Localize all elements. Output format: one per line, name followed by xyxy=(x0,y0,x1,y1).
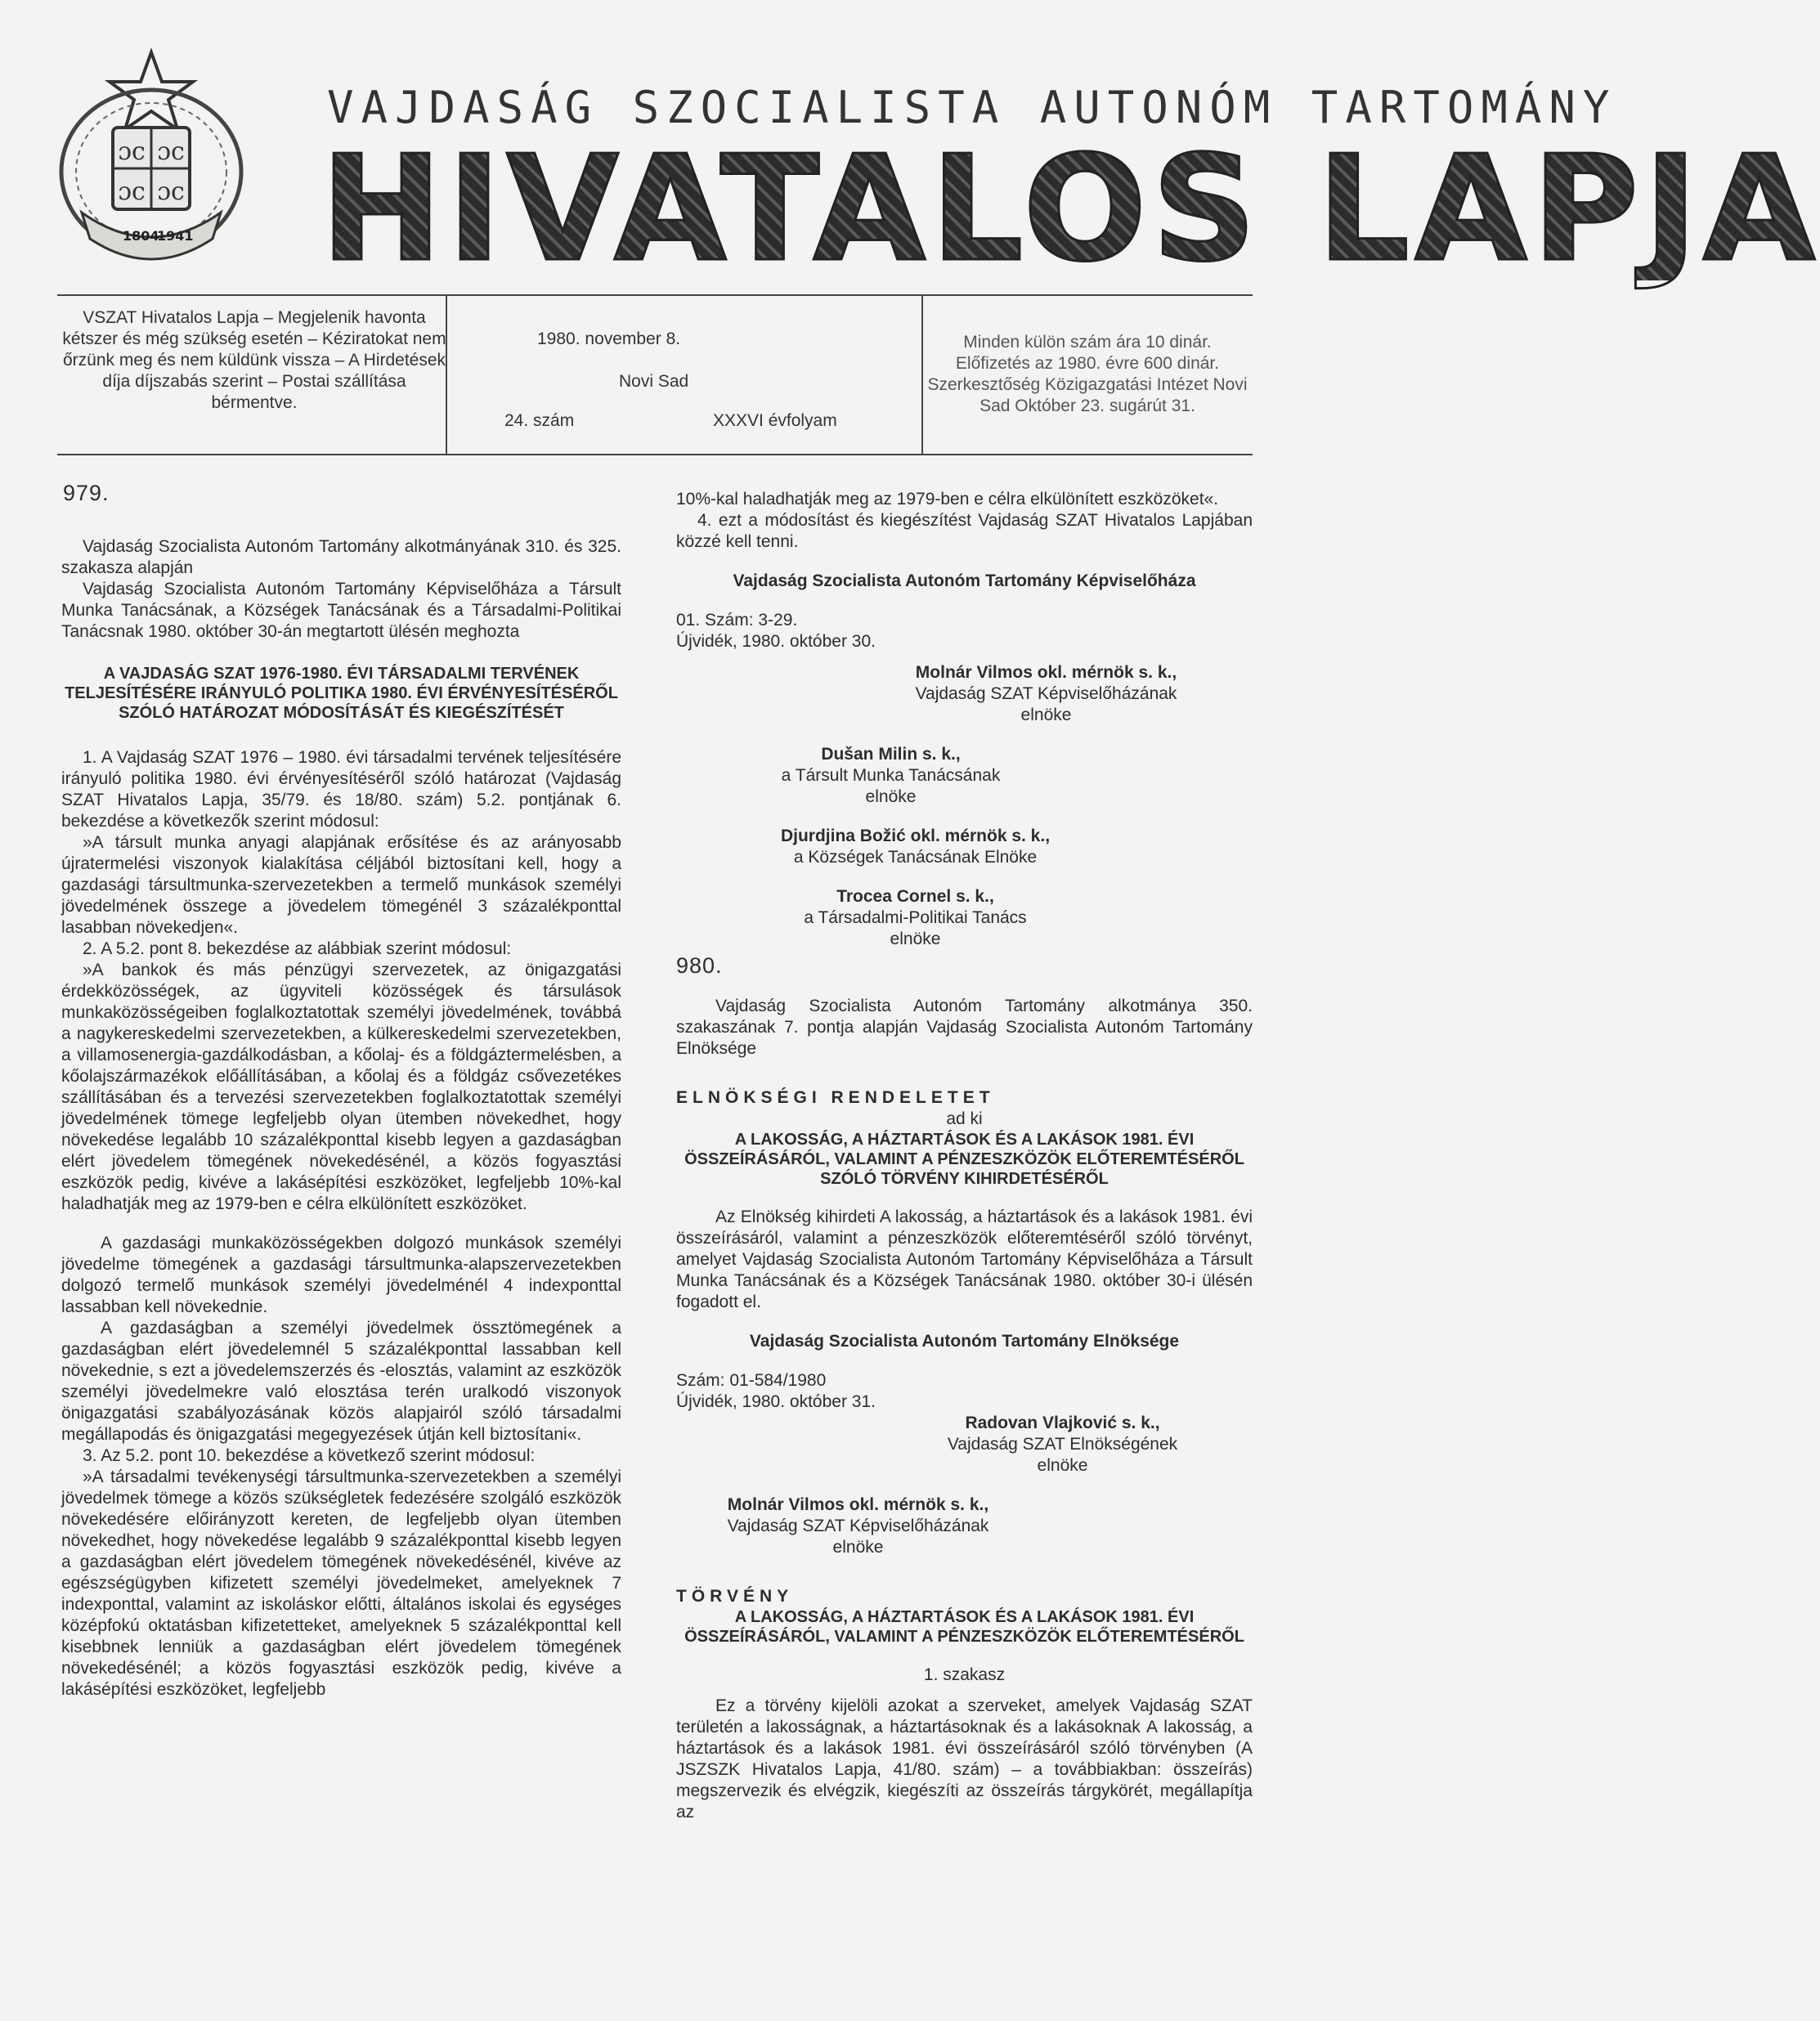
reference-place-1: Újvidék, 1980. október 30. xyxy=(676,632,876,651)
signatory-role: Vajdaság SZAT Képviselőházának xyxy=(915,684,1177,703)
signature-block-3 xyxy=(676,826,1154,868)
law-title: A LAKOSSÁG, A HÁZTARTÁSOK ÉS A LAKÁSOK 1981. ÉVI ÖSSZEÍRÁSÁRÓL, VALAMINT A PÉNZESZKÖZÖK ELŐTEREMTÉSÉRŐL xyxy=(684,1608,1244,1646)
left-para-4: A gazdaságban a személyi jövedelmek össztömegének a gazdaságban elért jövedelemnél 5 százalékponttal lassabban kell növekednie, s ezt a jövedelemszerzés és -elosztás, valamint az eszközök személyi jövedelmekre való elosztása terén uralkodó viszonyok önigazgatási szabályozásának közös alapjairól szóló társadalmi megállapodás és önigazgatási megegyezések útján kell biztosítani«. xyxy=(61,1319,621,1444)
signature-block-4 xyxy=(676,886,1154,950)
issue-date: 1980. november 8. xyxy=(537,329,681,348)
issuing-body-2: Vajdaság Szocialista Autonóm Tartomány Elnöksége xyxy=(749,1332,1180,1351)
left-para-2: 2. A 5.2. pont 8. bekezdése az alábbiak szerint módosul: xyxy=(83,939,512,958)
signatory-title: elnöke xyxy=(832,1538,884,1557)
signatory-title: elnöke xyxy=(890,930,941,948)
signatory-role: Vajdaság SZAT Képviselőházának xyxy=(727,1517,989,1535)
issuing-body-1: Vajdaság Szocialista Autonóm Tartomány Képviselőháza xyxy=(733,571,1196,590)
left-intro-1: Vajdaság Szocialista Autonóm Tartomány alkotmányának 310. és 325. szakasza alapján xyxy=(61,537,621,577)
left-quote-1: »A társult munka anyagi alapjának erősítése és az arányosabb újratermelési viszonyok kialakítása céljából biztosítani kell, hogy a gazdasági társultmunka-szervezetekben a termelő munkások személyi jövedelmének összege a jövedelem tömegénél 3 százalékponttal lasabban növekedjen«. xyxy=(61,833,621,937)
coat-of-arms-emblem xyxy=(49,49,253,270)
decree-sub: ad ki xyxy=(946,1109,983,1128)
left-column xyxy=(61,482,621,1701)
masthead-title-text: HIVATALOS LAPJA xyxy=(321,124,1820,294)
issue-volume: XXXVI évfolyam xyxy=(713,411,837,430)
issue-number: 24. szám xyxy=(504,411,575,430)
signatory-title: elnöke xyxy=(865,787,917,806)
signatory-name: Trocea Cornel s. k., xyxy=(836,887,994,906)
act-number-980: 980. xyxy=(676,953,723,978)
signature-block-1 xyxy=(840,662,1253,726)
reference-number-2: Szám: 01-584/1980 xyxy=(676,1371,827,1390)
left-para-1: 1. A Vajdaság SZAT 1976 – 1980. évi társadalmi tervének teljesítésére irányuló politika 1980. évi érvényesítéséről szóló határozat (Vajdaság SZAT Hivatalos Lapja, 35/79. és 18/80. szám) 5.2. pontjának 6. bekezdése a következők szerint módosul: xyxy=(61,748,621,831)
decree-body: Az Elnökség kihirdeti A lakosság, a háztartások és a lakások 1981. évi összeírásáról, valamint a pénzeszközök előteremtéséről szóló törvényt, amelyet Vajdaság Szocialista Autonóm Tartomány Képviselőháza a Társult Munka Tanácsának és a Községek Tanácsának 1980. október 30-i ülésén fogadott el. xyxy=(676,1208,1253,1311)
signatory-role: a Társult Munka Tanácsának xyxy=(781,766,1001,785)
left-para-3: A gazdasági munkaközösségekben dolgozó munkások személyi jövedelme tömegének a gazdasági társultmunka-alapszervezetekben dolgozó termelő munkások személyi jövedelménél 4 indexponttal lassabban kell növekednie. xyxy=(61,1234,621,1316)
decree-title: A LAKOSSÁG, A HÁZTARTÁSOK ÉS A LAKÁSOK 1981. ÉVI ÖSSZEÍRÁSÁRÓL, VALAMINT A PÉNZESZKÖZÖK ELŐTEREMTÉSÉRŐL SZÓLÓ TÖRVÉNY KIHIRDETÉSÉRŐL xyxy=(684,1131,1244,1188)
signatory-name: Molnár Vilmos okl. mérnök s. k., xyxy=(915,663,1177,682)
left-quote-2: »A bankok és más pénzügyi szervezetek, az önigazgatási érdekközösségek, az ügyviteli közösségek és társulások munkaközösségeiben foglalkoztatottak személyi jövedelmének, továbbá a nagykereskedelmi szervezetekben, a külkereskedelmi szervezetekben, a villamosenergia-gazdálkodásban, a kőolaj- és a földgáztermelésben, a kőolajszármazékok előállításában, a kőolaj és a földgáz csővezetékes szállításában és a tervezési szervezetekben foglalkoztatottak személyi jövedelmének tömege legfeljebb olyan ütemben növekedhet, hogy növekedése legalább 10 százalékponttal kisebb legyen a gazdaságban elért jövedelem tömegének növekedésénél, a közös fogyasztási eszközök pedig, kivéve a lakásépítési eszközöket, legfeljebb 10%-kal haladhatják meg az 1979-ben e célra elkülönített eszközöket. xyxy=(61,961,621,1213)
issue-city: Novi Sad xyxy=(619,372,689,391)
signature-block-6 xyxy=(676,1494,1040,1558)
right-continuation: 10%-kal haladhatják meg az 1979-ben e célra elkülönített eszközöket«. xyxy=(676,490,1219,509)
signatory-role: Vajdaság SZAT Elnökségének xyxy=(947,1435,1178,1454)
masthead-kicker: VAJDASÁG SZOCIALISTA AUTONÓM TARTOMÁNY xyxy=(327,82,1617,133)
signatory-role: a Községek Tanácsának Elnöke xyxy=(793,848,1038,867)
right-column xyxy=(676,489,1253,1823)
decree-kind: ELNÖKSÉGI RENDELETET xyxy=(676,1088,995,1107)
emblem-year-left: 1804 xyxy=(123,228,159,244)
act-number-979: 979. xyxy=(63,481,110,505)
svg-text:ɔc: ɔc xyxy=(157,177,185,206)
signatory-role: a Társadalmi-Politikai Tanács xyxy=(804,908,1027,927)
publication-notice: VSZAT Hivatalos Lapja – Megjelenik havonta kétszer és még szükség esetén – Kéziratokat nem őrzünk meg és nem küldünk vissza – A Hirdetések díja díjszabás szerint – Postai szállítása bérmentve. xyxy=(62,308,446,412)
left-quote-3: »A társadalmi tevékenységi társultmunka-szervezetekben a személyi jövedelmek tömege a közös szükségletek fedezésére szolgáló eszközök növekedésére előirányzott kereten, de legfeljebb olyan ütemben növekedhet, hogy növekedése legalább 9 százalékponttal kisebb legyen a gazdaságban elért jövedelem tömegének növekedésénél, kivéve az egészségügyben kifizetett személyi jövedelmeket, amelyeknek 7 indexponttal, valamint az iskoláskor előtti, általános iskolai és egységes középfokú oktatásban kifizetetteket, amelyeknek 5 százalékponttal kell kisebbnek lenniük a gazdaságban elért jövedelem tömegének növekedésénél; a közös fogyasztási eszközök pedig, kivéve a lakásépítési eszközöket, legfeljebb xyxy=(61,1468,621,1699)
signatory-name: Dušan Milin s. k., xyxy=(821,745,961,764)
issue-details xyxy=(446,296,923,454)
svg-text:ɔc: ɔc xyxy=(157,137,185,166)
signature-block-5 xyxy=(872,1413,1253,1477)
svg-text:ɔc: ɔc xyxy=(118,177,146,206)
info-bar xyxy=(57,294,1253,455)
left-para-5: 3. Az 5.2. pont 10. bekezdése a következő szerint módosul: xyxy=(83,1446,536,1465)
reference-place-2: Újvidék, 1980. október 31. xyxy=(676,1392,876,1411)
signatory-name: Molnár Vilmos okl. mérnök s. k., xyxy=(727,1495,989,1514)
left-intro-2: Vajdaság Szocialista Autonóm Tartomány Képviselőháza a Társult Munka Tanácsának, a Községek Tanácsának és a Társadalmi-Politikai Tanácsnak 1980. október 30-án megtartott ülésén meghozta xyxy=(61,580,621,641)
law-kind: TÖRVÉNY xyxy=(676,1587,794,1606)
act-979-title: A VAJDASÁG SZAT 1976-1980. ÉVI TÁRSADALMI TERVÉNEK TELJESÍTÉSÉRE IRÁNYULÓ POLITIKA 1980. ÉVI ÉRVÉNYESÍTÉSÉRŐL SZÓLÓ HATÁROZAT MÓDOSÍTÁSÁT ÉS KIEGÉSZÍTÉSÉT xyxy=(65,665,618,722)
price-notice: Minden külön szám ára 10 dinár. Előfizetés az 1980. évre 600 dinár. Szerkesztőség Közigazgatási Intézet Novi Sad Október 23. sugárút 31. xyxy=(927,333,1248,415)
emblem-year-right: 1941 xyxy=(157,228,194,244)
signatory-name: Radovan Vlajković s. k., xyxy=(965,1414,1160,1432)
right-intro: Vajdaság Szocialista Autonóm Tartomány alkotmánya 350. szakaszának 7. pontja alapján Vajdaság Szocialista Autonóm Tartomány Elnöksége xyxy=(676,997,1253,1058)
signatory-name: Djurdjina Božić okl. mérnök s. k., xyxy=(780,827,1051,845)
reference-number-1: 01. Szám: 3-29. xyxy=(676,611,798,630)
right-para-4: 4. ezt a módosítást és kiegészítést Vajdaság SZAT Hivatalos Lapjában közzé kell tenni. xyxy=(676,511,1253,551)
masthead-title xyxy=(321,124,1820,294)
svg-text:ɔc: ɔc xyxy=(118,137,146,166)
signature-block-2 xyxy=(676,744,1105,808)
section-heading: 1. szakasz xyxy=(923,1665,1006,1684)
signatory-title: elnöke xyxy=(1020,706,1072,724)
section-1-text: Ez a törvény kijelöli azokat a szerveket, amelyek Vajdaság SZAT területén a lakosságnak, a háztartásoknak és a lakásoknak A lakosság, a háztartások és a lakások 1981. évi összeírásáról szóló törvényben (A JSZSZK Hivatalos Lapja, 41/80. szám) – a továbbiakban: összeírás) megszervezik és elvégzik, kiegészíti az összeírás tárgykörét, megállapítja az xyxy=(676,1696,1253,1822)
signatory-title: elnöke xyxy=(1037,1456,1088,1475)
